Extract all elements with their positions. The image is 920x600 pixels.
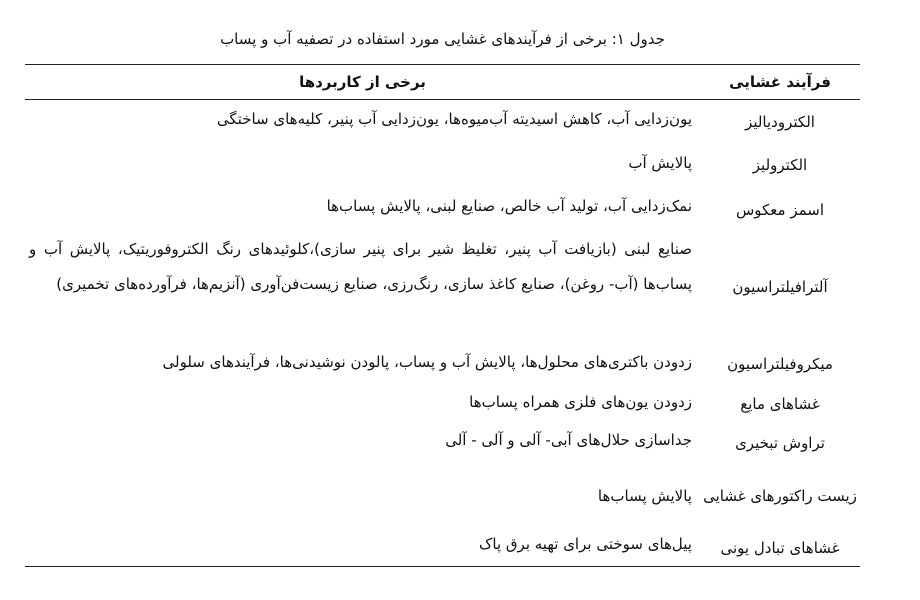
applications-cell: پالایش آب bbox=[628, 154, 692, 172]
applications-cell: نمک‌زدایی آب، تولید آب خالص، صنایع لبنی، پالایش پساب‌ها bbox=[326, 197, 692, 215]
process-cell: الکترولیز bbox=[752, 156, 808, 174]
applications-cell: پیل‌های سوختی برای تهیه برق پاک bbox=[478, 535, 692, 553]
process-cell: میکروفیلتراسیون bbox=[727, 354, 833, 373]
applications-cell: زدودن یون‌های فلزی همراه پساب‌ها bbox=[469, 393, 692, 411]
process-cell: غشاهای تبادل یونی bbox=[720, 538, 840, 557]
table-row bbox=[25, 100, 860, 143]
table-row bbox=[25, 385, 860, 423]
process-cell: تراوش تبخیری bbox=[735, 434, 825, 452]
header-process: فرآیند غشایی bbox=[729, 73, 831, 91]
table-row bbox=[25, 463, 860, 529]
process-cell: الکترودیالیز bbox=[745, 112, 815, 131]
table-row bbox=[25, 143, 860, 187]
applications-cell: یون‌زدایی آب، کاهش اسیدیته آب‌میوه‌ها، یون‌زدایی آب پنیر، کلیه‌های ساختگی bbox=[216, 110, 692, 128]
applications-cell: پالایش پساب‌ها bbox=[597, 486, 692, 505]
process-cell: آلترافیلتراسیون bbox=[732, 278, 828, 296]
applications-cell: زدودن باکتری‌های محلول‌ها، پالایش آب و پساب، پالودن نوشیدنی‌ها، فرآیندهای سلولی bbox=[162, 353, 692, 371]
table-row bbox=[25, 187, 860, 232]
process-cell: زیست راکتورهای غشایی bbox=[703, 486, 857, 505]
process-cell: غشاهای مایع bbox=[740, 395, 820, 413]
process-cell: اسمز معکوس bbox=[735, 200, 825, 219]
table-row bbox=[25, 342, 860, 385]
table-row bbox=[25, 529, 860, 566]
table-caption: جدول ۱: برخی از فرآیندهای غشایی مورد استفاده در تصفیه آب و پساب bbox=[220, 30, 665, 48]
header-applications: برخی از کاربردها bbox=[299, 72, 426, 91]
applications-cell: صنایع لبنی (بازیافت آب پنیر، تغلیظ شیر برای پنیر سازی)،کلوئیدهای رنگ الکتروفوریتیک، پالایش آب و پساب‌ها (آب- روغن)، صنایع کاغذ سازی، رنگ‌رزی، صنایع زیست‌فن‌آوری (آنزیم‌ها، فرآورده‌های تخمیری) bbox=[29, 240, 692, 293]
table-header-row bbox=[25, 65, 860, 100]
table-row bbox=[25, 232, 860, 342]
table-row bbox=[25, 423, 860, 463]
membrane-processes-table bbox=[25, 64, 860, 567]
applications-cell: جداسازی حلال‌های آبی- آلی و آلی - آلی bbox=[445, 431, 692, 449]
